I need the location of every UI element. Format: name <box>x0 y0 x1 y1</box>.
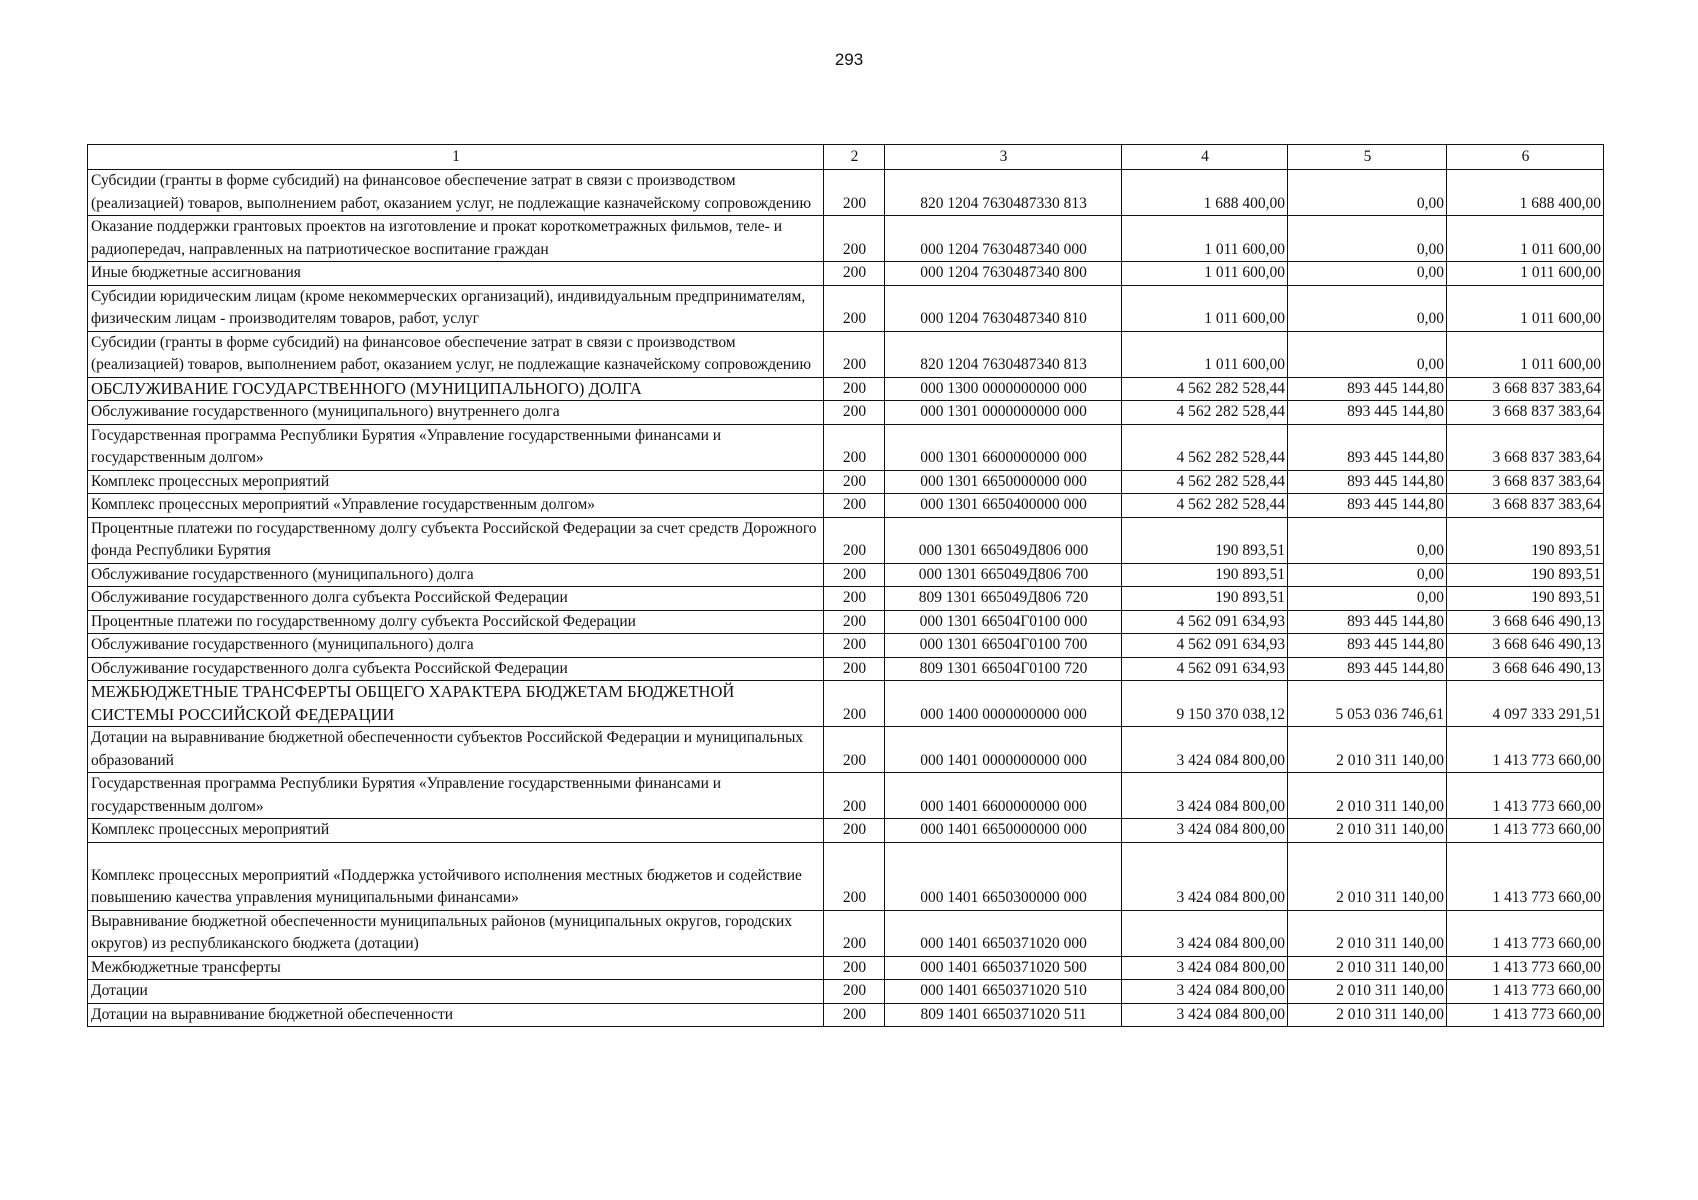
table-row <box>88 470 1604 494</box>
table-row <box>88 494 1604 518</box>
table-row <box>88 424 1604 470</box>
row-value-4: 1 011 600,00 <box>1122 262 1288 286</box>
row-value-6: 3 668 837 383,64 <box>1447 424 1604 470</box>
table-row <box>88 956 1604 980</box>
row-value-5: 893 445 144,80 <box>1288 634 1447 658</box>
row-value-4: 1 688 400,00 <box>1122 170 1288 216</box>
row-code: 200 <box>824 424 885 470</box>
row-code: 200 <box>824 956 885 980</box>
page-number: 293 <box>834 50 864 69</box>
header-col-2: 2 <box>824 145 885 170</box>
row-value-4: 9 150 370 038,12 <box>1122 681 1288 727</box>
row-value-6: 1 011 600,00 <box>1447 285 1604 331</box>
row-value-6: 1 413 773 660,00 <box>1447 910 1604 956</box>
row-kbk: 000 1301 0000000000 000 <box>885 401 1122 425</box>
row-value-6: 190 893,51 <box>1447 587 1604 611</box>
row-code: 200 <box>824 980 885 1004</box>
row-code: 200 <box>824 494 885 518</box>
row-value-5: 893 445 144,80 <box>1288 494 1447 518</box>
row-kbk: 820 1204 7630487330 813 <box>885 170 1122 216</box>
row-kbk: 000 1301 6650400000 000 <box>885 494 1122 518</box>
row-code: 200 <box>824 587 885 611</box>
row-value-4: 3 424 084 800,00 <box>1122 773 1288 819</box>
row-value-4: 1 011 600,00 <box>1122 216 1288 262</box>
row-value-5: 2 010 311 140,00 <box>1288 910 1447 956</box>
row-value-5: 2 010 311 140,00 <box>1288 773 1447 819</box>
row-value-4: 3 424 084 800,00 <box>1122 842 1288 910</box>
row-value-4: 3 424 084 800,00 <box>1122 1003 1288 1027</box>
header-col-1: 1 <box>88 145 824 170</box>
row-value-4: 4 562 282 528,44 <box>1122 494 1288 518</box>
row-value-6: 1 011 600,00 <box>1447 262 1604 286</box>
row-name: Субсидии юридическим лицам (кроме некоммерческих организаций), индивидуальным предпринимателям, физическим лицам - производителям товаров, работ, услуг <box>88 285 824 331</box>
row-name: Обслуживание государственного долга субъекта Российской Федерации <box>88 587 824 611</box>
table-row <box>88 401 1604 425</box>
row-name: Субсидии (гранты в форме субсидий) на финансовое обеспечение затрат в связи с производством (реализацией) товаров, выполнением работ, оказанием услуг, не подлежащие казначейскому сопровождению <box>88 331 824 377</box>
row-kbk: 000 1401 6600000000 000 <box>885 773 1122 819</box>
row-kbk: 000 1300 0000000000 000 <box>885 377 1122 401</box>
row-name: Выравнивание бюджетной обеспеченности муниципальных районов (муниципальных округов, городских округов) из республиканского бюджета (дотации) <box>88 910 824 956</box>
row-value-6: 3 668 646 490,13 <box>1447 634 1604 658</box>
row-value-5: 5 053 036 746,61 <box>1288 681 1447 727</box>
row-value-6: 3 668 646 490,13 <box>1447 657 1604 681</box>
row-code: 200 <box>824 563 885 587</box>
row-kbk: 809 1401 6650371020 511 <box>885 1003 1122 1027</box>
row-value-5: 2 010 311 140,00 <box>1288 842 1447 910</box>
row-value-5: 0,00 <box>1288 262 1447 286</box>
row-name: Обслуживание государственного долга субъекта Российской Федерации <box>88 657 824 681</box>
row-kbk: 000 1301 66504Г0100 700 <box>885 634 1122 658</box>
row-kbk: 000 1401 6650371020 510 <box>885 980 1122 1004</box>
row-value-4: 4 562 282 528,44 <box>1122 424 1288 470</box>
row-value-4: 4 562 091 634,93 <box>1122 634 1288 658</box>
row-name: Государственная программа Республики Бурятия «Управление государственными финансами и государственным долгом» <box>88 424 824 470</box>
row-value-5: 2 010 311 140,00 <box>1288 1003 1447 1027</box>
table-row <box>88 170 1604 216</box>
row-name: Процентные платежи по государственному долгу субъекта Российской Федерации за счет средств Дорожного фонда Республики Бурятия <box>88 517 824 563</box>
row-value-6: 190 893,51 <box>1447 563 1604 587</box>
row-kbk: 820 1204 7630487340 813 <box>885 331 1122 377</box>
row-value-4: 4 562 282 528,44 <box>1122 377 1288 401</box>
row-value-6: 1 413 773 660,00 <box>1447 956 1604 980</box>
table-row <box>88 842 1604 910</box>
row-value-4: 1 011 600,00 <box>1122 285 1288 331</box>
row-value-6: 1 413 773 660,00 <box>1447 1003 1604 1027</box>
row-name: Комплекс процессных мероприятий <box>88 470 824 494</box>
row-kbk: 000 1401 6650000000 000 <box>885 819 1122 843</box>
table-row <box>88 331 1604 377</box>
row-kbk: 000 1204 7630487340 800 <box>885 262 1122 286</box>
row-value-5: 893 445 144,80 <box>1288 470 1447 494</box>
row-kbk: 000 1401 6650300000 000 <box>885 842 1122 910</box>
row-value-5: 0,00 <box>1288 587 1447 611</box>
table-row <box>88 910 1604 956</box>
row-code: 200 <box>824 842 885 910</box>
row-kbk: 000 1204 7630487340 000 <box>885 216 1122 262</box>
header-col-3: 3 <box>885 145 1122 170</box>
row-value-6: 3 668 837 383,64 <box>1447 377 1604 401</box>
row-value-5: 2 010 311 140,00 <box>1288 727 1447 773</box>
row-kbk: 000 1301 665049Д806 000 <box>885 517 1122 563</box>
table-row <box>88 216 1604 262</box>
header-col-4: 4 <box>1122 145 1288 170</box>
row-value-4: 4 562 282 528,44 <box>1122 470 1288 494</box>
row-value-5: 893 445 144,80 <box>1288 377 1447 401</box>
row-value-6: 3 668 646 490,13 <box>1447 610 1604 634</box>
row-value-6: 1 413 773 660,00 <box>1447 842 1604 910</box>
row-value-6: 1 011 600,00 <box>1447 216 1604 262</box>
row-value-6: 1 413 773 660,00 <box>1447 980 1604 1004</box>
table-row <box>88 634 1604 658</box>
row-value-6: 1 413 773 660,00 <box>1447 727 1604 773</box>
row-name: Обслуживание государственного (муниципального) долга <box>88 634 824 658</box>
row-value-5: 0,00 <box>1288 331 1447 377</box>
row-code: 200 <box>824 727 885 773</box>
row-value-4: 190 893,51 <box>1122 517 1288 563</box>
row-value-5: 893 445 144,80 <box>1288 610 1447 634</box>
row-value-4: 3 424 084 800,00 <box>1122 819 1288 843</box>
row-value-4: 4 562 091 634,93 <box>1122 610 1288 634</box>
row-name: Дотации на выравнивание бюджетной обеспеченности субъектов Российской Федерации и муниципальных образований <box>88 727 824 773</box>
row-kbk: 000 1204 7630487340 810 <box>885 285 1122 331</box>
row-code: 200 <box>824 910 885 956</box>
table-row <box>88 517 1604 563</box>
row-value-4: 4 562 282 528,44 <box>1122 401 1288 425</box>
row-name: Дотации на выравнивание бюджетной обеспеченности <box>88 1003 824 1027</box>
row-value-6: 1 011 600,00 <box>1447 331 1604 377</box>
row-value-4: 190 893,51 <box>1122 587 1288 611</box>
row-value-5: 0,00 <box>1288 285 1447 331</box>
row-value-5: 893 445 144,80 <box>1288 424 1447 470</box>
row-kbk: 000 1401 0000000000 000 <box>885 727 1122 773</box>
row-name: Оказание поддержки грантовых проектов на изготовление и прокат короткометражных фильмов, теле- и радиопередач, направленных на патриотическое воспитание граждан <box>88 216 824 262</box>
row-name: Дотации <box>88 980 824 1004</box>
table-row <box>88 563 1604 587</box>
row-name: МЕЖБЮДЖЕТНЫЕ ТРАНСФЕРТЫ ОБЩЕГО ХАРАКТЕРА БЮДЖЕТАМ БЮДЖЕТНОЙ СИСТЕМЫ РОССИЙСКОЙ ФЕДЕРАЦИИ <box>88 681 824 727</box>
row-code: 200 <box>824 285 885 331</box>
row-name: Комплекс процессных мероприятий «Управление государственным долгом» <box>88 494 824 518</box>
row-value-4: 4 562 091 634,93 <box>1122 657 1288 681</box>
row-value-5: 0,00 <box>1288 563 1447 587</box>
row-value-4: 3 424 084 800,00 <box>1122 727 1288 773</box>
row-code: 200 <box>824 517 885 563</box>
table-row <box>88 587 1604 611</box>
row-name: Обслуживание государственного (муниципального) внутреннего долга <box>88 401 824 425</box>
row-code: 200 <box>824 634 885 658</box>
row-code: 200 <box>824 1003 885 1027</box>
row-value-5: 0,00 <box>1288 517 1447 563</box>
row-value-6: 3 668 837 383,64 <box>1447 401 1604 425</box>
row-name: Комплекс процессных мероприятий «Поддержка устойчивого исполнения местных бюджетов и содействие повышению качества управления муниципальными финансами» <box>88 842 824 910</box>
row-value-4: 3 424 084 800,00 <box>1122 980 1288 1004</box>
row-code: 200 <box>824 773 885 819</box>
row-name: Иные бюджетные ассигнования <box>88 262 824 286</box>
table-row <box>88 377 1604 401</box>
row-code: 200 <box>824 819 885 843</box>
row-value-6: 1 413 773 660,00 <box>1447 773 1604 819</box>
row-value-5: 893 445 144,80 <box>1288 657 1447 681</box>
row-name: Субсидии (гранты в форме субсидий) на финансовое обеспечение затрат в связи с производством (реализацией) товаров, выполнением работ, оказанием услуг, не подлежащие казначейскому сопровождению <box>88 170 824 216</box>
row-code: 200 <box>824 657 885 681</box>
header-col-5: 5 <box>1288 145 1447 170</box>
row-code: 200 <box>824 401 885 425</box>
row-kbk: 000 1301 6650000000 000 <box>885 470 1122 494</box>
row-value-5: 2 010 311 140,00 <box>1288 980 1447 1004</box>
row-code: 200 <box>824 170 885 216</box>
row-name: Государственная программа Республики Бурятия «Управление государственными финансами и государственным долгом» <box>88 773 824 819</box>
table-row <box>88 657 1604 681</box>
table-header-row <box>88 145 1604 170</box>
row-value-5: 0,00 <box>1288 170 1447 216</box>
row-value-5: 2 010 311 140,00 <box>1288 956 1447 980</box>
row-value-6: 190 893,51 <box>1447 517 1604 563</box>
row-kbk: 000 1301 66504Г0100 000 <box>885 610 1122 634</box>
row-value-6: 4 097 333 291,51 <box>1447 681 1604 727</box>
row-value-6: 1 413 773 660,00 <box>1447 819 1604 843</box>
table-row <box>88 262 1604 286</box>
table-row <box>88 773 1604 819</box>
table-row <box>88 819 1604 843</box>
budget-table <box>87 144 1604 1027</box>
row-name: Обслуживание государственного (муниципального) долга <box>88 563 824 587</box>
row-code: 200 <box>824 470 885 494</box>
header-col-6: 6 <box>1447 145 1604 170</box>
table-row <box>88 1003 1604 1027</box>
row-kbk: 000 1301 6600000000 000 <box>885 424 1122 470</box>
row-kbk: 000 1401 6650371020 500 <box>885 956 1122 980</box>
table-row <box>88 727 1604 773</box>
row-name: Межбюджетные трансферты <box>88 956 824 980</box>
row-kbk: 000 1401 6650371020 000 <box>885 910 1122 956</box>
table-row <box>88 681 1604 727</box>
row-code: 200 <box>824 216 885 262</box>
row-code: 200 <box>824 610 885 634</box>
row-value-5: 2 010 311 140,00 <box>1288 819 1447 843</box>
row-kbk: 000 1301 665049Д806 700 <box>885 563 1122 587</box>
row-value-4: 190 893,51 <box>1122 563 1288 587</box>
row-value-4: 1 011 600,00 <box>1122 331 1288 377</box>
row-code: 200 <box>824 331 885 377</box>
row-value-5: 0,00 <box>1288 216 1447 262</box>
row-value-5: 893 445 144,80 <box>1288 401 1447 425</box>
row-value-6: 1 688 400,00 <box>1447 170 1604 216</box>
table-row <box>88 285 1604 331</box>
row-name: Комплекс процессных мероприятий <box>88 819 824 843</box>
row-kbk: 000 1400 0000000000 000 <box>885 681 1122 727</box>
row-value-4: 3 424 084 800,00 <box>1122 956 1288 980</box>
row-code: 200 <box>824 377 885 401</box>
row-name: ОБСЛУЖИВАНИЕ ГОСУДАРСТВЕННОГО (МУНИЦИПАЛЬНОГО) ДОЛГА <box>88 377 824 401</box>
table-row <box>88 610 1604 634</box>
row-name: Процентные платежи по государственному долгу субъекта Российской Федерации <box>88 610 824 634</box>
row-value-6: 3 668 837 383,64 <box>1447 494 1604 518</box>
table-row <box>88 980 1604 1004</box>
row-kbk: 809 1301 66504Г0100 720 <box>885 657 1122 681</box>
row-kbk: 809 1301 665049Д806 720 <box>885 587 1122 611</box>
row-code: 200 <box>824 681 885 727</box>
row-code: 200 <box>824 262 885 286</box>
row-value-4: 3 424 084 800,00 <box>1122 910 1288 956</box>
row-value-6: 3 668 837 383,64 <box>1447 470 1604 494</box>
